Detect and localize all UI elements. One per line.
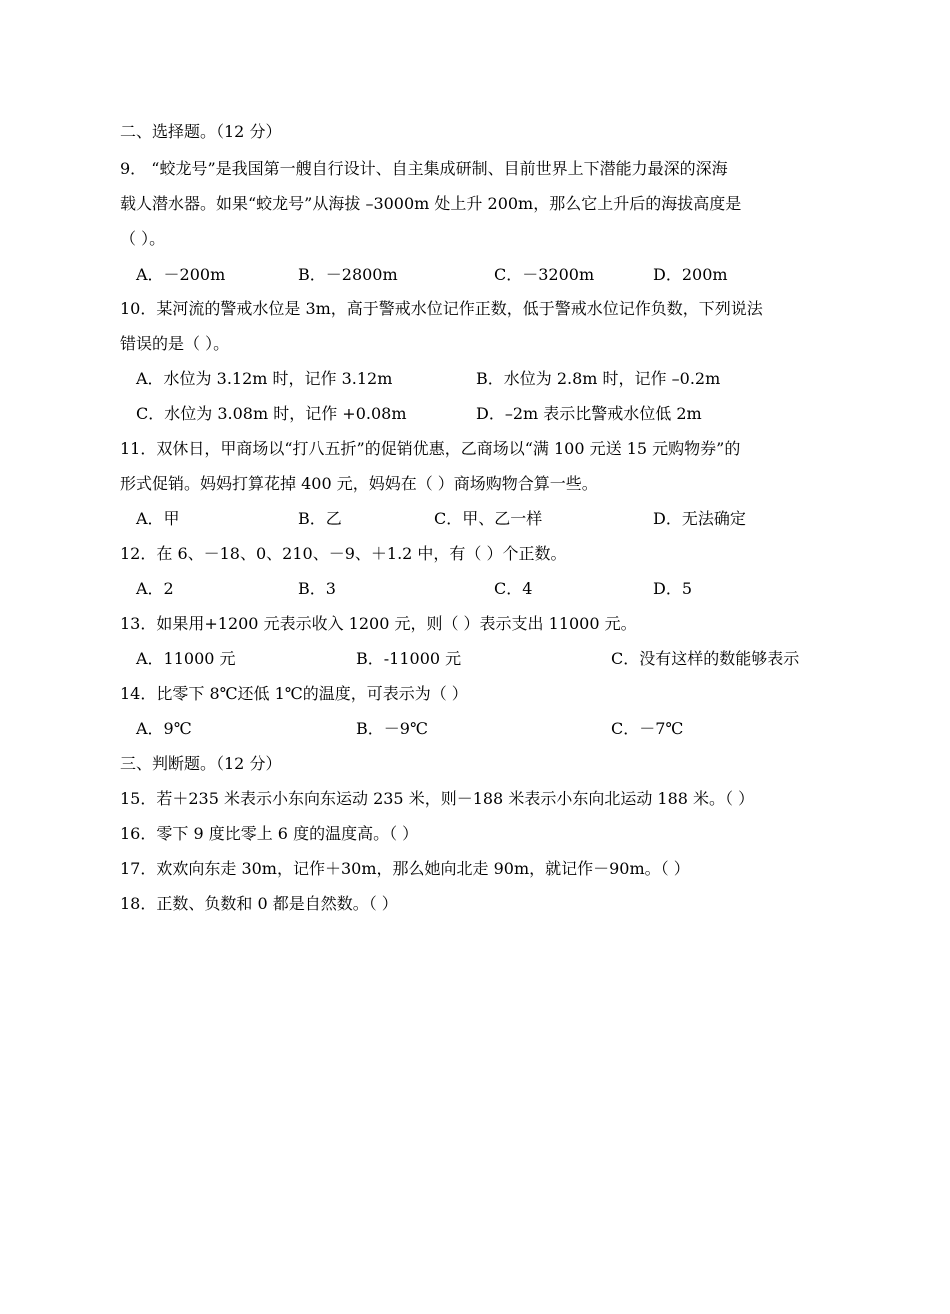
q14-option-b: B．－9℃ bbox=[356, 719, 428, 738]
q11-line1: 11．双休日，甲商场以“打八五折”的促销优惠，乙商场以“满 100 元送 15 元购物券”的 bbox=[120, 439, 741, 458]
q17-line: 17．欢欢向东走 30m，记作＋30m，那么她向北走 90m，就记作－90m。（ ） bbox=[120, 859, 690, 878]
q14-line1: 14．比零下 8℃还低 1℃的温度，可表示为（ ） bbox=[120, 684, 468, 703]
q11-option-b: B．乙 bbox=[298, 509, 342, 528]
q12-option-d: D．5 bbox=[653, 579, 693, 598]
q9-option-a: A．－200m bbox=[136, 265, 226, 284]
q12-option-b: B．3 bbox=[298, 579, 336, 598]
q10-line2: 错误的是（ ）。 bbox=[120, 334, 230, 353]
q12-option-c: C．4 bbox=[494, 579, 533, 598]
q10-option-b: B．水位为 2.8m 时，记作 –0.2m bbox=[476, 369, 721, 388]
q10-line1: 10．某河流的警戒水位是 3m，高于警戒水位记作正数，低于警戒水位记作负数，下列说法 bbox=[120, 299, 763, 318]
q15-line: 15．若＋235 米表示小东向东运动 235 米，则－188 米表示小东向北运动 188 米。（ ） bbox=[120, 789, 755, 808]
q13-option-a: A．11000 元 bbox=[136, 649, 236, 668]
q13-line1: 13．如果用+1200 元表示收入 1200 元，则（ ）表示支出 11000 元。 bbox=[120, 614, 637, 633]
q11-option-c: C．甲、乙一样 bbox=[434, 509, 543, 528]
q10-option-a: A．水位为 3.12m 时，记作 3.12m bbox=[136, 369, 393, 388]
q14-option-a: A．9℃ bbox=[136, 719, 192, 738]
q16-line: 16．零下 9 度比零上 6 度的温度高。（ ） bbox=[120, 824, 419, 843]
section2-heading: 二、选择题。（12 分） bbox=[120, 122, 282, 141]
q13-option-c: C．没有这样的数能够表示 bbox=[611, 649, 800, 668]
q12-option-a: A．2 bbox=[136, 579, 174, 598]
q9-line2: 载人潜水器。如果“蛟龙号”从海拔 –3000m 处上升 200m，那么它上升后的海拔高度是 bbox=[120, 194, 742, 213]
q9-line1: 9． “蛟龙号”是我国第一艘自行设计、自主集成研制、目前世界上下潜能力最深的深海 bbox=[120, 159, 728, 178]
q11-option-a: A．甲 bbox=[136, 509, 180, 528]
q13-option-b: B．-11000 元 bbox=[356, 649, 462, 668]
q9-option-d: D．200m bbox=[653, 265, 728, 284]
q11-option-d: D．无法确定 bbox=[653, 509, 746, 528]
q9-line3: （ ）。 bbox=[120, 229, 166, 248]
q11-line2: 形式促销。妈妈打算花掉 400 元，妈妈在（ ）商场购物合算一些。 bbox=[120, 474, 598, 493]
section3-heading: 三、判断题。（12 分） bbox=[120, 754, 282, 773]
q12-line1: 12．在 6、－18、0、210、－9、＋1.2 中，有（ ）个正数。 bbox=[120, 544, 567, 563]
q18-line: 18．正数、负数和 0 都是自然数。（ ） bbox=[120, 894, 398, 913]
q10-option-c: C．水位为 3.08m 时，记作 +0.08m bbox=[136, 404, 407, 423]
q10-option-d: D．–2m 表示比警戒水位低 2m bbox=[476, 404, 702, 423]
q9-option-b: B．－2800m bbox=[298, 265, 398, 284]
q14-option-c: C．－7℃ bbox=[611, 719, 684, 738]
q9-option-c: C．－3200m bbox=[494, 265, 595, 284]
